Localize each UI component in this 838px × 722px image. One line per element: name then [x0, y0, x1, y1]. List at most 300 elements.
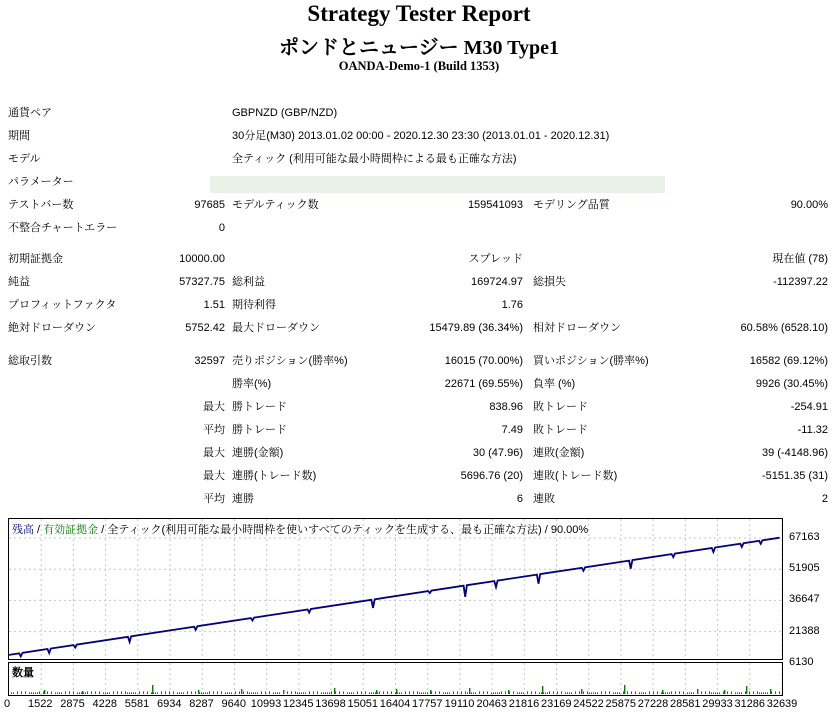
volume-bar: [209, 691, 210, 694]
report-build-line: OANDA-Demo-1 (Build 1353): [338, 59, 500, 73]
stats-row-12: [0, 488, 838, 511]
volume-bar: [624, 685, 625, 694]
volume-bar: [683, 691, 684, 694]
volume-bar: [85, 692, 86, 694]
chart-legend: [12, 521, 588, 537]
volume-bar: [549, 691, 550, 694]
volume-bar: [309, 691, 310, 694]
volume-bar: [269, 691, 270, 694]
volume-bar: [373, 692, 374, 694]
stats-row-4: [0, 294, 838, 317]
volume-bar: [487, 691, 488, 694]
x-tick-label: 27228: [637, 698, 669, 710]
volume-bar: [127, 692, 128, 694]
legend-balance: 残高: [12, 524, 34, 536]
stats-cell-c1: 純益: [8, 276, 30, 288]
stats-cell-c2: 最大: [203, 447, 225, 459]
volume-bar: [675, 691, 676, 694]
x-tick-label: 20463: [476, 698, 508, 710]
info-row-period: [0, 125, 838, 148]
volume-bar: [767, 692, 768, 694]
volume-bar: [265, 691, 266, 694]
volume-bar: [619, 692, 620, 694]
volume-bar: [539, 692, 540, 694]
volume-bar: [103, 692, 104, 694]
volume-bar: [557, 691, 558, 694]
volume-bar: [753, 691, 754, 694]
stats-cell-c6: -11.32: [797, 424, 828, 436]
volume-bar: [495, 692, 496, 694]
volume-bar: [435, 691, 436, 694]
volume-bar: [321, 692, 322, 694]
stats-table: [0, 194, 838, 511]
volume-bar: [369, 692, 370, 694]
volume-bar: [155, 692, 156, 694]
volume-bar: [457, 691, 458, 694]
stats-cell-c2: 97685: [194, 199, 225, 211]
volume-label: 数量: [12, 667, 34, 679]
volume-bar: [13, 692, 14, 694]
stats-cell-c3: 期待利得: [232, 299, 276, 311]
volume-bar: [567, 692, 568, 694]
stats-cell-c3: モデルティック数: [232, 199, 319, 211]
volume-bar: [649, 691, 650, 694]
volume-bar: [508, 690, 509, 694]
volume-bar: [605, 691, 606, 694]
volume-bar: [303, 692, 304, 694]
volume-bar: [173, 691, 174, 694]
volume-bar: [643, 692, 644, 694]
stats-cell-c4: 6: [516, 493, 523, 505]
volume-bar: [565, 692, 566, 694]
stats-cell-c6: 39 (-4148.96): [761, 447, 828, 459]
volume-bar: [73, 691, 74, 694]
volume-bar: [323, 692, 324, 694]
volume-bar: [591, 692, 592, 694]
x-tick-label: 4228: [92, 698, 117, 710]
volume-bar: [35, 692, 36, 694]
volume-bar: [497, 692, 498, 694]
stats-cell-c2: 最大: [203, 470, 225, 482]
volume-bar: [198, 690, 199, 694]
volume-bar: [542, 686, 543, 694]
volume-bar: [329, 692, 330, 694]
stats-cell-c5: 連敗(トレード数): [533, 470, 618, 482]
volume-bar: [383, 691, 384, 694]
stats-row-0: [0, 194, 838, 217]
volume-bar: [347, 692, 348, 694]
stats-cell-c4: 169724.97: [471, 276, 523, 288]
stats-cell-c6: 2: [821, 493, 828, 505]
volume-bar: [595, 692, 596, 694]
volume-bar: [469, 688, 470, 694]
x-tick-label: 13698: [315, 698, 346, 710]
volume-bar: [479, 691, 480, 694]
volume-bar: [131, 692, 132, 694]
x-tick-label: 6934: [157, 698, 182, 710]
stats-cell-c2: 1.51: [203, 299, 225, 311]
volume-bar: [531, 691, 532, 694]
legend-quality: 90.00%: [550, 524, 589, 536]
stats-cell-c5: 敗トレード: [533, 424, 588, 436]
stats-cell-c5: 相対ドローダウン: [533, 322, 621, 334]
legend-equity: 有効証拠金: [43, 524, 99, 536]
stats-row-9: [0, 419, 838, 442]
volume-bar: [229, 692, 230, 694]
volume-bar: [261, 691, 262, 694]
volume-bar: [105, 692, 106, 694]
volume-bar: [719, 692, 720, 694]
volume-bar: [357, 691, 358, 694]
volume-bar: [65, 691, 66, 694]
parameters-label: パラメーター: [8, 176, 74, 188]
volume-bar: [409, 691, 410, 694]
stats-cell-c5: 負率 (%): [533, 378, 576, 390]
volume-bar: [251, 692, 252, 694]
volume-bar: [279, 692, 280, 694]
volume-bar: [697, 689, 698, 694]
volume-bar: [275, 692, 276, 694]
volume-bar: [21, 691, 22, 694]
volume-bar: [25, 691, 26, 694]
volume-bar: [505, 691, 506, 694]
y-tick-label: 67163: [789, 531, 820, 543]
volume-bar: [759, 692, 760, 694]
volume-bar: [61, 692, 62, 694]
volume-bar: [205, 692, 206, 694]
row-gap: [0, 240, 838, 248]
volume-bar: [746, 686, 747, 694]
volume-bar: [447, 692, 448, 694]
volume-bar: [519, 692, 520, 694]
volume-bar: [301, 692, 302, 694]
volume-bar: [361, 691, 362, 694]
volume-bar: [129, 692, 130, 694]
volume-bar: [501, 691, 502, 694]
volume-bar: [465, 691, 466, 694]
volume-bar: [325, 692, 326, 694]
volume-bar: [169, 691, 170, 694]
volume-bar: [399, 692, 400, 694]
volume-bar: [623, 691, 624, 694]
volume-bar: [241, 689, 242, 694]
volume-bar: [201, 692, 202, 694]
volume-bar: [77, 692, 78, 694]
volume-bar: [425, 692, 426, 694]
volume-bar: [11, 692, 12, 694]
volume-bar: [257, 692, 258, 694]
volume-bar: [770, 689, 771, 694]
stats-row-6: [0, 350, 838, 373]
volume-bar: [705, 691, 706, 694]
volume-bar: [731, 691, 732, 694]
y-tick-label: 6130: [789, 655, 814, 668]
volume-bar: [417, 691, 418, 694]
volume-bar: [657, 691, 658, 694]
stats-cell-c5: 連敗: [533, 493, 555, 505]
x-tick-label: 23169: [540, 698, 572, 710]
volume-bar: [29, 692, 30, 694]
legend-model-note: 全ティック(利用可能な最小時間枠を使いすべてのティックを生成する、最も正確な方法): [107, 524, 542, 536]
volume-bar: [521, 692, 522, 694]
x-tick-label: 9640: [221, 698, 246, 710]
stats-cell-c3: 勝率(%): [232, 378, 272, 390]
volume-bar: [99, 691, 100, 694]
volume-bar: [461, 691, 462, 694]
volume-bar: [81, 692, 82, 694]
volume-bar: [31, 692, 32, 694]
volume-bar: [33, 692, 34, 694]
volume-bar: [247, 691, 248, 694]
volume-bar: [37, 692, 38, 694]
volume-bar: [365, 691, 366, 694]
stats-cell-c2: 平均: [203, 424, 225, 436]
x-tick-label: 28581: [669, 698, 701, 710]
volume-chart-canvas: [9, 663, 782, 695]
stats-cell-c3: 勝トレード: [232, 401, 287, 413]
volume-bar: [473, 692, 474, 694]
stats-row-5: [0, 317, 838, 340]
stats-cell-c4: 15479.89 (36.34%): [429, 322, 523, 334]
volume-bar: [379, 691, 380, 694]
volume-bar: [631, 691, 632, 694]
period-value: 30分足(M30) 2013.01.02 00:00 - 2020.12.30 23:30 (2013.01.01 - 2020.12.31): [232, 130, 610, 142]
volume-bar: [471, 692, 472, 694]
volume-bar: [727, 691, 728, 694]
volume-bar: [51, 691, 52, 694]
volume-bar: [277, 692, 278, 694]
stats-cell-c6: -112397.22: [773, 276, 828, 288]
symbol-label: 通貨ペア: [8, 107, 52, 119]
x-tick-label: 10993: [250, 698, 282, 710]
x-tick-label: 17757: [411, 698, 443, 710]
info-row-model: [0, 148, 838, 171]
volume-bar: [375, 692, 376, 694]
volume-bar: [179, 692, 180, 694]
volume-bar: [569, 692, 570, 694]
volume-bar: [291, 691, 292, 694]
volume-bar: [125, 691, 126, 694]
volume-bar: [601, 691, 602, 694]
volume-bar: [667, 692, 668, 694]
volume-bar: [391, 691, 392, 694]
volume-bar: [665, 692, 666, 694]
volume-bar: [396, 689, 397, 694]
volume-bar: [581, 689, 582, 694]
balance-chart-panel: [8, 518, 783, 660]
volume-bar: [44, 690, 45, 694]
volume-bar: [113, 691, 114, 694]
volume-bar: [443, 692, 444, 694]
volume-bar: [157, 692, 158, 694]
y-tick-label: 51905: [789, 562, 820, 575]
volume-bar: [135, 692, 136, 694]
volume-bar: [401, 692, 402, 694]
volume-bar: [745, 691, 746, 694]
volume-bar: [763, 692, 764, 694]
volume-bar: [143, 691, 144, 694]
volume-bar: [639, 692, 640, 694]
stats-cell-c4: 1.76: [501, 299, 523, 311]
x-tick-label: 1522: [28, 698, 53, 710]
stats-cell-c3: 連勝(トレード数): [232, 470, 317, 482]
volume-bar: [47, 691, 48, 694]
stats-cell-c2: 10000.00: [179, 253, 225, 265]
volume-bar: [231, 692, 232, 694]
volume-bar: [427, 692, 428, 694]
volume-bar: [187, 691, 188, 694]
stats-cell-c3: 勝トレード: [232, 424, 287, 436]
volume-bar: [715, 692, 716, 694]
x-tick-label: 31286: [734, 698, 766, 710]
stats-row-7: [0, 373, 838, 396]
stats-cell-c2: 57327.75: [179, 276, 225, 288]
volume-bar: [499, 692, 500, 694]
volume-chart-panel: [8, 662, 783, 696]
stats-cell-c2: 0: [218, 222, 225, 234]
stats-row-10: [0, 442, 838, 465]
volume-bar: [371, 692, 372, 694]
x-tick-label: 32639: [766, 698, 798, 710]
volume-bar: [91, 691, 92, 694]
volume-bar: [152, 685, 153, 694]
volume-bar: [553, 691, 554, 694]
volume-bar: [583, 691, 584, 694]
stats-cell-c5: モデリング品質: [533, 199, 610, 211]
volume-bar: [693, 692, 694, 694]
stats-row-11: [0, 465, 838, 488]
volume-bar: [739, 692, 740, 694]
volume-bar: [109, 692, 110, 694]
volume-bar: [183, 692, 184, 694]
stats-cell-c2: 最大: [203, 401, 225, 413]
volume-bar: [313, 691, 314, 694]
volume-bar: [151, 692, 152, 694]
stats-cell-c2: 5752.42: [185, 322, 225, 334]
x-tick-label: 12345: [282, 698, 314, 710]
volume-bar: [661, 692, 662, 694]
balance-line: [9, 538, 780, 657]
volume-bar: [255, 692, 256, 694]
volume-bar: [39, 691, 40, 694]
volume-bar: [95, 691, 96, 694]
volume-bar: [561, 691, 562, 694]
volume-bar: [627, 691, 628, 694]
volume-bar: [589, 692, 590, 694]
volume-bar: [597, 692, 598, 694]
volume-bar: [376, 690, 377, 694]
volume-bar: [327, 692, 328, 694]
volume-bar: [87, 691, 88, 694]
stats-cell-c6: 9926 (30.45%): [755, 378, 828, 390]
x-tick-label: 0: [4, 698, 11, 710]
volume-bar: [107, 692, 108, 694]
volume-bar: [547, 692, 548, 694]
stats-cell-c5: 買いポジション(勝率%): [533, 355, 649, 367]
volume-bar: [701, 691, 702, 694]
x-tick-label: 19110: [444, 698, 475, 710]
stats-cell-c6: 90.00%: [790, 199, 828, 211]
legend-sep: /: [98, 524, 108, 536]
volume-bar: [147, 691, 148, 694]
volume-bar: [331, 691, 332, 694]
volume-bar: [741, 692, 742, 694]
stats-cell-c3: 連勝(金額): [232, 447, 284, 459]
volume-bar: [57, 692, 58, 694]
stats-cell-c2: 32597: [194, 355, 225, 367]
volume-bar: [297, 692, 298, 694]
stats-row-2: [0, 248, 838, 271]
volume-bar: [305, 692, 306, 694]
volume-bar: [571, 692, 572, 694]
legend-sep: /: [34, 524, 44, 536]
volume-bar: [662, 690, 663, 694]
volume-bar: [17, 691, 18, 694]
volume-bar: [351, 692, 352, 694]
volume-bar: [579, 691, 580, 694]
volume-bar: [213, 691, 214, 694]
volume-bar: [483, 691, 484, 694]
x-tick-label: 16404: [379, 698, 411, 710]
volume-bar: [405, 691, 406, 694]
x-tick-label: 29933: [702, 698, 733, 710]
volume-bar: [711, 692, 712, 694]
volume-bar: [467, 692, 468, 694]
volume-bar: [203, 692, 204, 694]
volume-bar: [395, 692, 396, 694]
volume-bar: [635, 691, 636, 694]
volume-bar: [491, 692, 492, 694]
volume-bar: [339, 691, 340, 694]
x-axis-labels: [0, 698, 838, 711]
volume-bar: [243, 691, 244, 694]
info-table: [0, 102, 838, 194]
stats-cell-c6: -254.91: [790, 401, 828, 413]
volume-bar: [737, 692, 738, 694]
stats-cell-c4: 838.96: [489, 401, 523, 413]
volume-bar: [523, 692, 524, 694]
volume-bar: [709, 691, 710, 694]
stats-cell-c1: 絶対ドローダウン: [8, 322, 96, 334]
volume-bar: [69, 691, 70, 694]
volume-bar: [225, 692, 226, 694]
volume-bar: [757, 691, 758, 694]
stats-row-1: [0, 217, 838, 240]
stats-row-3: [0, 271, 838, 294]
x-tick-label: 21816: [508, 698, 540, 710]
volume-bar: [587, 691, 588, 694]
volume-bar: [181, 692, 182, 694]
volume-bar: [353, 692, 354, 694]
volume-bar: [613, 692, 614, 694]
volume-bar: [717, 692, 718, 694]
volume-bar: [761, 692, 762, 694]
stats-row-8: [0, 396, 838, 419]
y-tick-label: 21388: [789, 624, 820, 637]
volume-bar: [775, 691, 776, 694]
stats-cell-c6: 16582 (69.12%): [749, 355, 828, 367]
stats-cell-c5: 敗トレード: [533, 401, 588, 413]
volume-bar: [689, 692, 690, 694]
volume-bar: [669, 692, 670, 694]
symbol-value: GBPNZD (GBP/NZD): [232, 107, 338, 119]
volume-bar: [387, 691, 388, 694]
stats-cell-c4: スプレッド: [468, 253, 523, 265]
stats-cell-c4: 16015 (70.00%): [444, 355, 523, 367]
volume-bar: [287, 691, 288, 694]
volume-bar: [191, 691, 192, 694]
volume-bar: [653, 691, 654, 694]
